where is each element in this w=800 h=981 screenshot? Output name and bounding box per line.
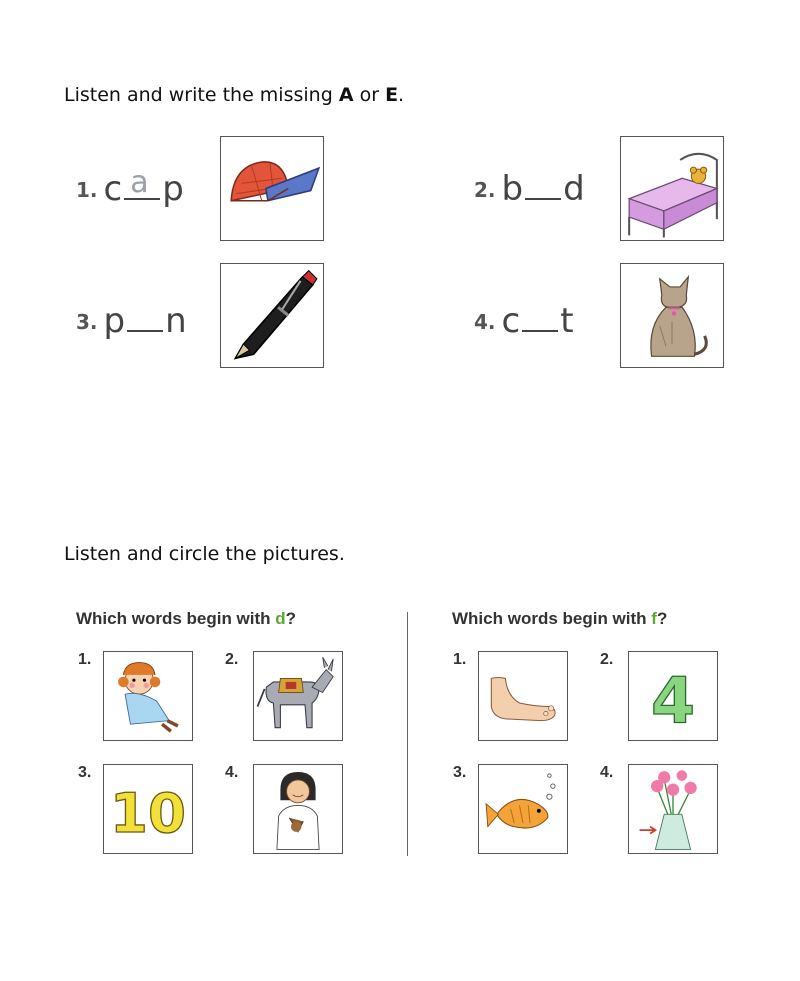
number-ten: 10 — [110, 780, 186, 845]
item-number: 4. — [600, 764, 614, 781]
item-number: 4. — [225, 764, 239, 781]
question-title-d — [76, 609, 296, 629]
item-number: 1. — [453, 651, 467, 668]
answer-blank[interactable] — [525, 168, 561, 200]
answer-blank[interactable] — [124, 165, 160, 200]
first-letter: c — [103, 169, 123, 209]
instruction-or: or — [359, 84, 380, 106]
ten-picture[interactable] — [103, 764, 193, 854]
question-mark: ? — [285, 609, 297, 628]
filled-answer: a — [130, 165, 149, 200]
instruction-circle-pictures: Listen and circle the pictures. — [64, 543, 345, 565]
letter-d-highlight: d — [275, 609, 286, 628]
item-number: 2. — [600, 651, 614, 668]
foot-picture[interactable] — [478, 651, 568, 741]
item-number: 4. — [474, 310, 496, 334]
flowers-picture[interactable] — [628, 764, 718, 854]
answer-blank[interactable] — [522, 300, 558, 332]
cat-picture — [620, 263, 724, 368]
last-letter: t — [560, 301, 574, 341]
word-item-4 — [474, 300, 574, 341]
word-item-1 — [76, 165, 184, 209]
answer-blank[interactable] — [127, 300, 163, 332]
doll-picture[interactable] — [103, 651, 193, 741]
word-item-3 — [76, 300, 187, 341]
column-divider — [407, 612, 408, 856]
item-number: 2. — [225, 651, 239, 668]
pen-picture — [220, 263, 324, 368]
item-number: 1. — [78, 651, 92, 668]
instruction-period: . — [398, 84, 405, 106]
letter-e: E — [385, 84, 399, 106]
question-title-f — [452, 609, 667, 629]
instruction-write-missing — [64, 84, 404, 106]
first-letter: p — [103, 301, 126, 341]
question-mark: ? — [656, 609, 668, 628]
first-letter: b — [501, 169, 524, 209]
word-item-2 — [474, 168, 585, 209]
four-picture[interactable] — [628, 651, 718, 741]
question-text: Which words begin with — [452, 609, 652, 628]
doctor-picture[interactable] — [253, 764, 343, 854]
item-number: 2. — [474, 178, 496, 202]
bed-picture — [620, 136, 724, 241]
first-letter: c — [501, 301, 521, 341]
instruction-text: Listen and write the missing — [64, 84, 333, 106]
question-text: Which words begin with — [76, 609, 276, 628]
item-number: 1. — [76, 178, 98, 202]
donkey-picture[interactable] — [253, 651, 343, 741]
number-four: 4 — [650, 663, 696, 738]
item-number: 3. — [78, 764, 92, 781]
letter-f-highlight: f — [651, 609, 657, 628]
letter-a: A — [338, 84, 354, 106]
item-number: 3. — [453, 764, 467, 781]
last-letter: d — [563, 169, 585, 209]
item-number: 3. — [76, 310, 98, 334]
fish-picture[interactable] — [478, 764, 568, 854]
last-letter: n — [165, 301, 187, 341]
last-letter: p — [162, 169, 184, 209]
cap-picture — [220, 136, 324, 241]
